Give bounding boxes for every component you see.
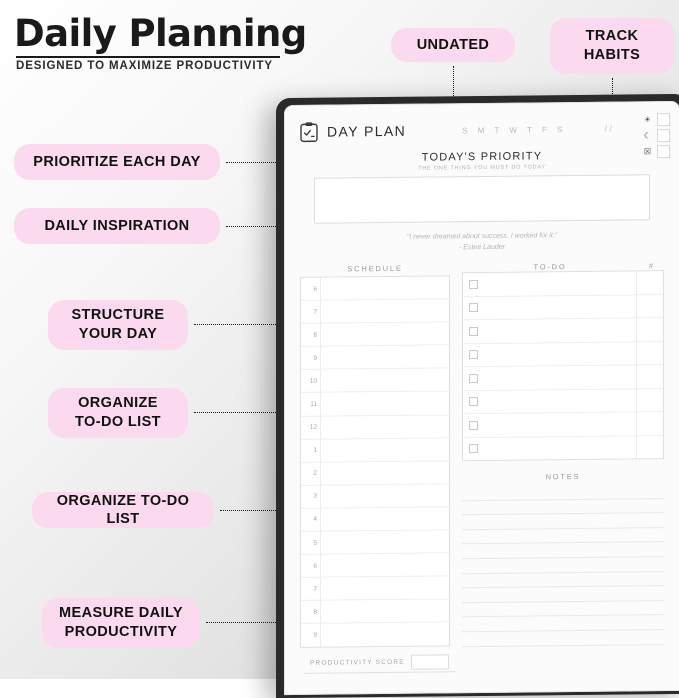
todo-row[interactable] [463, 318, 663, 344]
hour-label: 5 [301, 539, 320, 546]
quote-block [300, 230, 664, 255]
schedule-row[interactable] [301, 415, 449, 440]
habit-row-moon[interactable] [642, 129, 670, 142]
schedule-grid[interactable] [300, 275, 450, 647]
hour-line[interactable] [320, 600, 449, 623]
todo-number-cell[interactable] [636, 436, 663, 459]
todo-row[interactable] [463, 436, 663, 461]
hour-line[interactable] [320, 461, 449, 484]
callout-structure-label-1: STRUCTURE [71, 306, 164, 325]
hour-label: 2 [301, 470, 320, 477]
schedule-row[interactable] [301, 600, 449, 625]
schedule-row[interactable] [301, 553, 449, 578]
schedule-row[interactable] [301, 461, 449, 486]
priority-section [300, 149, 664, 173]
callout-measure [42, 598, 200, 648]
todo-text-line[interactable] [478, 447, 636, 449]
hour-label: 11 [301, 401, 320, 408]
productivity-score-label: PRODUCTIVITY SCORE [304, 659, 411, 667]
hour-line[interactable] [320, 323, 449, 346]
schedule-row[interactable] [301, 369, 449, 394]
callout-organize [48, 388, 188, 438]
callout-organize-label-2: TO-DO LIST [75, 413, 161, 432]
todo-checkbox[interactable] [469, 374, 478, 383]
notes-heading: NOTES [462, 471, 664, 482]
hour-line[interactable] [320, 577, 449, 600]
habit-checkbox-x[interactable] [657, 145, 670, 158]
callout-organize-label-1: ORGANIZE [78, 394, 158, 413]
hour-line[interactable] [320, 299, 449, 322]
x-box-icon: ☒ [642, 146, 653, 157]
hour-line[interactable] [320, 369, 449, 392]
todo-text-line[interactable] [478, 424, 636, 426]
todo-text-line[interactable] [478, 283, 636, 285]
hour-line[interactable] [320, 507, 449, 530]
todo-list[interactable] [462, 270, 664, 461]
habit-row-sun[interactable] [642, 113, 670, 126]
todo-checkbox[interactable] [469, 327, 478, 336]
todo-text-line[interactable] [478, 377, 636, 379]
hour-line[interactable] [320, 392, 449, 415]
callout-notes [32, 492, 214, 528]
sun-icon: ☀ [642, 114, 653, 125]
productivity-score-box[interactable] [411, 654, 449, 669]
hour-label: 3 [301, 493, 320, 500]
schedule-row[interactable] [301, 346, 449, 371]
notes-area[interactable] [462, 484, 664, 647]
hour-label: 6 [301, 285, 320, 292]
todo-row[interactable] [463, 342, 663, 368]
todo-number-cell[interactable] [636, 389, 663, 412]
schedule-row[interactable] [301, 507, 449, 532]
todo-row[interactable] [463, 271, 663, 297]
callout-track-habits-label-1: TRACK [586, 27, 639, 46]
habit-checkbox-sun[interactable] [657, 113, 670, 126]
todo-text-line[interactable] [478, 330, 636, 332]
page-title: Daily Planning [14, 12, 307, 55]
habit-row-x[interactable] [642, 145, 670, 158]
schedule-row[interactable] [301, 484, 449, 509]
hour-label: 8 [301, 609, 320, 616]
todo-number-cell[interactable] [636, 295, 663, 318]
todo-checkbox[interactable] [469, 444, 478, 453]
quote-author: - Estee Lauder [300, 241, 664, 255]
days-of-week: S M T W T F S [462, 125, 566, 135]
priority-title: TODAY'S PRIORITY [300, 149, 664, 165]
notes-line[interactable] [462, 630, 664, 647]
todo-text-line[interactable] [478, 400, 636, 402]
hour-line[interactable] [320, 484, 449, 507]
todo-row[interactable] [463, 389, 663, 415]
hour-label: 4 [301, 516, 320, 523]
priority-subtitle: THE ONE THING YOU MUST DO TODAY [300, 163, 664, 173]
quote-text: "I never dreamed about success. I worked for it." [300, 230, 664, 244]
callout-undated-label: UNDATED [417, 36, 490, 54]
hour-line[interactable] [320, 276, 449, 299]
score-divider [304, 671, 456, 674]
todo-row[interactable] [463, 295, 663, 321]
todo-checkbox[interactable] [469, 397, 478, 406]
hour-label: 9 [301, 632, 320, 639]
todo-checkbox[interactable] [469, 421, 478, 430]
planner-page [284, 101, 679, 695]
schedule-row[interactable] [301, 623, 449, 647]
hour-label: 9 [301, 355, 320, 362]
callout-track-habits [550, 18, 674, 74]
schedule-row[interactable] [301, 438, 449, 463]
priority-input-box[interactable] [314, 174, 650, 224]
todo-checkbox[interactable] [469, 303, 478, 312]
checklist-icon [300, 121, 319, 142]
schedule-row[interactable] [301, 530, 449, 555]
callout-prioritize-label: PRIORITIZE EACH DAY [33, 153, 200, 171]
hour-line[interactable] [320, 553, 449, 576]
hour-label: 7 [301, 308, 320, 315]
callout-inspiration-label: DAILY INSPIRATION [44, 217, 189, 235]
todo-number-cell[interactable] [636, 318, 663, 341]
hour-line[interactable] [320, 623, 449, 646]
todo-number-cell[interactable] [636, 412, 663, 435]
todo-row[interactable] [463, 365, 663, 391]
hour-label: 12 [301, 424, 320, 431]
todo-number-heading: # [638, 261, 664, 270]
schedule-row[interactable] [301, 323, 449, 348]
todo-text-line[interactable] [478, 353, 636, 355]
habit-checkbox-moon[interactable] [657, 129, 670, 142]
title-divider [16, 56, 280, 58]
schedule-row[interactable] [301, 392, 449, 417]
todo-number-cell[interactable] [636, 365, 663, 388]
todo-notes-column [462, 261, 664, 647]
todo-checkbox[interactable] [469, 350, 478, 359]
hour-line[interactable] [320, 346, 449, 369]
callout-structure-label-2: YOUR DAY [79, 325, 157, 344]
hour-line[interactable] [320, 530, 449, 553]
todo-row[interactable] [463, 412, 663, 438]
productivity-score[interactable] [304, 654, 449, 671]
todo-text-line[interactable] [478, 306, 636, 308]
hour-label: 10 [301, 378, 320, 385]
hour-label: 6 [301, 562, 320, 569]
schedule-row[interactable] [301, 299, 449, 324]
todo-number-cell[interactable] [636, 342, 663, 365]
hour-line[interactable] [320, 415, 449, 438]
moon-icon: ☾ [642, 130, 653, 141]
schedule-row[interactable] [301, 276, 449, 301]
planner-header [300, 115, 664, 145]
habit-tracker[interactable] [642, 113, 670, 158]
date-slots: / / [604, 123, 664, 134]
callout-measure-label-1: MEASURE DAILY [59, 604, 183, 623]
hour-label: 7 [301, 585, 320, 592]
planner-columns [300, 261, 664, 648]
todo-checkbox[interactable] [469, 280, 478, 289]
hour-label: 8 [301, 331, 320, 338]
page-subtitle: DESIGNED TO MAXIMIZE PRODUCTIVITY [16, 60, 273, 72]
schedule-row[interactable] [301, 577, 449, 602]
planner-brand: DAY PLAN [327, 123, 406, 140]
hour-line[interactable] [320, 438, 449, 461]
callout-measure-label-2: PRODUCTIVITY [65, 623, 178, 642]
schedule-column [300, 263, 450, 648]
callout-structure [48, 300, 188, 350]
callout-undated [391, 28, 515, 62]
callout-inspiration [14, 208, 220, 244]
callout-notes-label: ORGANIZE TO-DO LIST [46, 492, 200, 528]
hour-label: 1 [301, 447, 320, 454]
callout-track-habits-label-2: HABITS [584, 46, 640, 65]
schedule-heading: SCHEDULE [300, 263, 450, 274]
todo-number-cell[interactable] [636, 271, 663, 294]
callout-prioritize [14, 144, 220, 180]
todo-heading: TO-DO [462, 261, 638, 272]
